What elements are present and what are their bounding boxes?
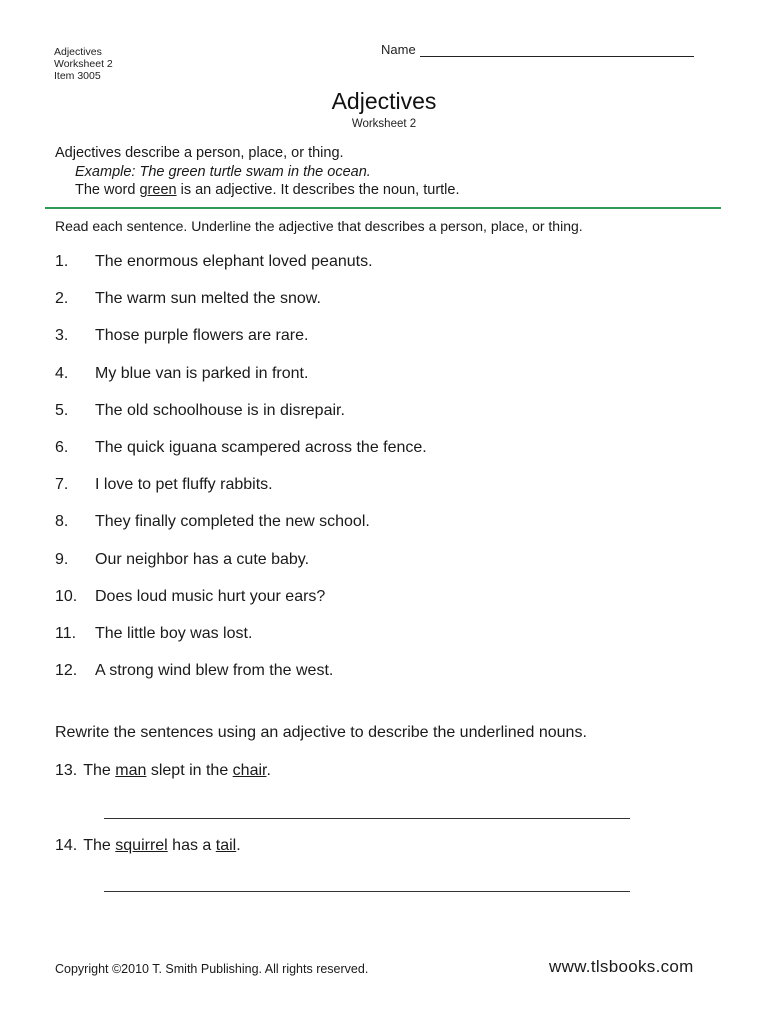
- underlined-noun: man: [115, 762, 147, 779]
- sentence-item[interactable]: [55, 327, 427, 364]
- sentence-text[interactable]: The quick iguana scampered across the fence.: [95, 438, 427, 456]
- question-number: 13.: [55, 762, 78, 779]
- website-link[interactable]: www.tlsbooks.com: [549, 957, 694, 976]
- sentence-number: 11.: [55, 624, 77, 642]
- copyright-notice: Copyright ©2010 T. Smith Publishing. All rights reserved.: [55, 962, 369, 976]
- meta-worksheet: Worksheet 2: [54, 58, 113, 70]
- underlined-noun: chair: [232, 762, 267, 779]
- sentence-item[interactable]: [55, 290, 427, 327]
- sentence-number: 9.: [55, 550, 69, 568]
- question-text-part: .: [236, 837, 241, 854]
- sentence-item[interactable]: [55, 402, 427, 439]
- question-text-part: slept in the: [146, 762, 233, 779]
- sentence-number: 7.: [55, 476, 69, 494]
- sentence-text[interactable]: Those purple flowers are rare.: [95, 327, 309, 345]
- sentence-item[interactable]: [55, 439, 427, 476]
- question-14: [55, 837, 241, 855]
- question-text-part: .: [266, 762, 271, 779]
- meta-topic: Adjectives: [54, 46, 102, 58]
- sentence-number: 1.: [55, 253, 69, 270]
- sentence-text[interactable]: Our neighbor has a cute baby.: [95, 550, 310, 568]
- meta-item: Item 3005: [54, 70, 101, 82]
- sentence-text[interactable]: The enormous elephant loved peanuts.: [95, 253, 373, 270]
- worksheet-meta: [54, 46, 113, 82]
- sentence-text[interactable]: My blue van is parked in front.: [95, 364, 309, 382]
- sentence-item[interactable]: [55, 365, 427, 402]
- intro-block: [55, 144, 459, 200]
- sentence-number: 2.: [55, 290, 69, 308]
- sentence-number: 8.: [55, 513, 69, 531]
- sentence-number: 6.: [55, 438, 69, 456]
- sentence-number: 4.: [55, 364, 69, 382]
- question-text-part: The: [83, 762, 116, 779]
- sentence-text[interactable]: Does loud music hurt your ears?: [95, 587, 326, 605]
- sentence-text[interactable]: I love to pet fluffy rabbits.: [95, 476, 273, 494]
- example-text: Example: The green turtle swam in the ocean.: [75, 163, 371, 180]
- explanation-suffix: is an adjective. It describes the noun, turtle.: [176, 182, 460, 198]
- page-title: Adjectives: [331, 88, 437, 114]
- answer-line-13[interactable]: [104, 818, 630, 819]
- sentence-item[interactable]: [55, 513, 427, 550]
- question-text-part: has a: [167, 837, 216, 854]
- sentence-item[interactable]: [55, 662, 427, 699]
- instruction-rewrite: Rewrite the sentences using an adjective to describe the underlined nouns.: [55, 724, 587, 741]
- explanation-prefix: The word: [75, 182, 140, 198]
- page-subtitle: Worksheet 2: [351, 118, 417, 130]
- explanation-text: [55, 181, 459, 200]
- sentence-text[interactable]: The old schoolhouse is in disrepair.: [95, 401, 345, 419]
- answer-line-14[interactable]: [104, 891, 630, 892]
- sentence-text[interactable]: They finally completed the new school.: [95, 513, 370, 531]
- sentence-text[interactable]: A strong wind blew from the west.: [95, 662, 334, 680]
- underlined-noun: tail: [215, 837, 237, 854]
- question-13: [55, 762, 271, 780]
- sentence-list: [55, 253, 427, 699]
- sentence-item[interactable]: [55, 625, 427, 662]
- sentence-item[interactable]: [55, 588, 427, 625]
- sentence-item[interactable]: [55, 551, 427, 588]
- name-label: Name: [381, 42, 416, 57]
- sentence-number: 3.: [55, 327, 69, 345]
- sentence-item[interactable]: [55, 476, 427, 513]
- sentence-number: 12.: [55, 662, 78, 680]
- sentence-text[interactable]: The warm sun melted the snow.: [95, 290, 321, 308]
- sentence-number: 10.: [55, 587, 78, 605]
- name-field[interactable]: [381, 42, 694, 57]
- question-number: 14.: [55, 837, 78, 854]
- definition-text: Adjectives describe a person, place, or thing.: [55, 145, 344, 161]
- instruction-underline: Read each sentence. Underline the adjective that describes a person, place, or thing.: [55, 218, 583, 234]
- sentence-item[interactable]: [55, 253, 427, 290]
- sentence-number: 5.: [55, 401, 69, 419]
- question-text-part: The: [83, 837, 116, 854]
- sentence-text[interactable]: The little boy was lost.: [95, 624, 253, 642]
- explanation-word: green: [139, 182, 177, 198]
- underlined-noun: squirrel: [115, 837, 168, 854]
- name-blank-line[interactable]: [420, 42, 694, 57]
- section-divider: [45, 207, 721, 209]
